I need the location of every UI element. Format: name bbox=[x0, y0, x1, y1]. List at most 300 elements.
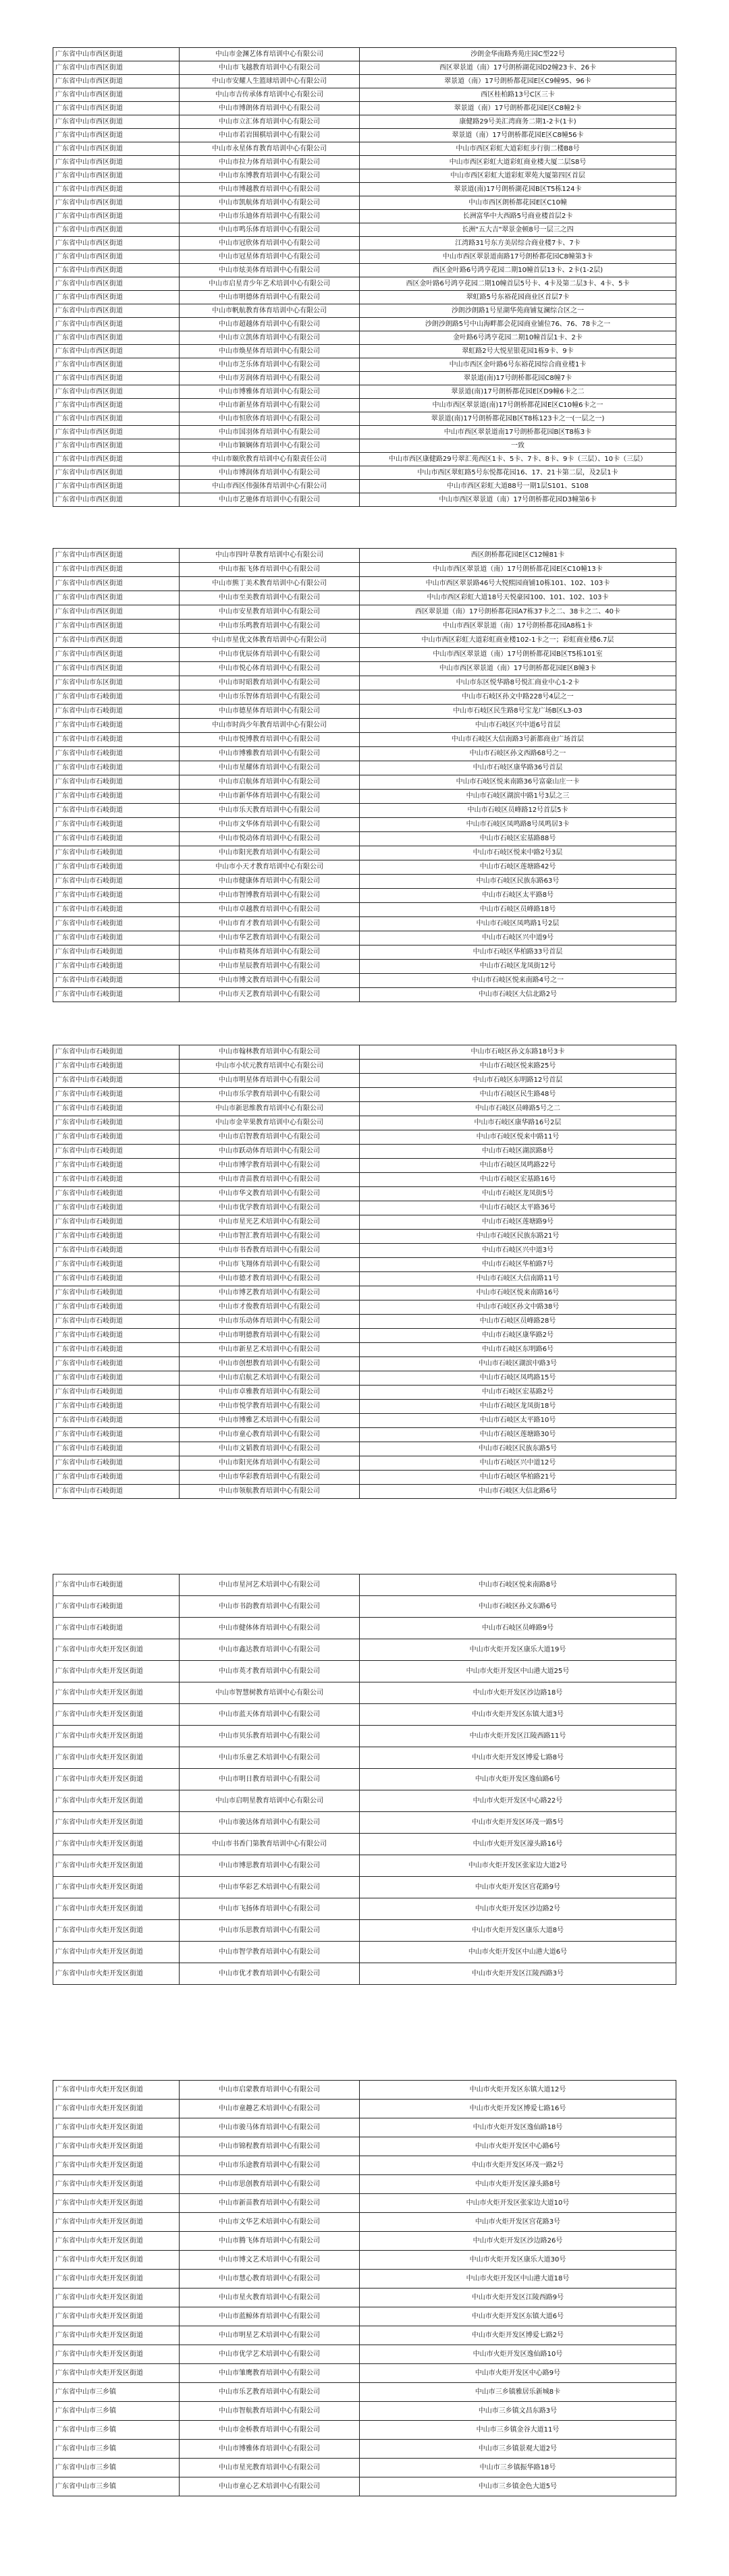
company-cell: 中山市新星艺术培训中心有限公司 bbox=[180, 1343, 360, 1357]
address-cell: 中山市火炬开发区博爱七路2号 bbox=[360, 2326, 676, 2345]
table-row bbox=[53, 2194, 676, 2213]
company-cell: 中山市优辰体育培训中心有限公司 bbox=[180, 648, 360, 662]
table-row bbox=[53, 946, 676, 960]
company-cell: 中山市智学教育培训中心有限公司 bbox=[180, 1942, 360, 1963]
table-row bbox=[53, 1045, 676, 1060]
table-row bbox=[53, 1159, 676, 1173]
company-cell: 中山市乐鸣教育培训中心有限公司 bbox=[180, 620, 360, 634]
region-cell: 广东省中山市三乡镇 bbox=[53, 2421, 180, 2440]
region-cell: 广东省中山市西区街道 bbox=[53, 61, 180, 75]
address-cell: 中山市石岐区员峰路9号 bbox=[360, 1618, 676, 1639]
company-cell: 中山市文华体育培训中心有限公司 bbox=[180, 818, 360, 832]
region-cell: 广东省中山市石岐街道 bbox=[53, 1471, 180, 1485]
table-row bbox=[53, 2081, 676, 2100]
company-cell: 中山市领航教育培训中心有限公司 bbox=[180, 1485, 360, 1499]
address-cell: 中山市石岐区华柏路21号 bbox=[360, 1471, 676, 1485]
address-cell: 中山市火炬开发区中山港大道6号 bbox=[360, 1942, 676, 1963]
table-block-2 bbox=[53, 548, 676, 1002]
address-cell: 中山市火炬开发区康乐大道30号 bbox=[360, 2251, 676, 2270]
table-row bbox=[53, 1704, 676, 1726]
table-row bbox=[53, 1329, 676, 1343]
region-cell: 广东省中山市石岐街道 bbox=[53, 1315, 180, 1329]
company-cell: 中山市艺驰体育培训中心有限公司 bbox=[180, 493, 360, 507]
company-cell: 中山市启星青少年艺术培训中心有限公司 bbox=[180, 277, 360, 291]
company-cell: 中山市乐途教育培训中心有限公司 bbox=[180, 2156, 360, 2175]
address-cell: 中山市石岐区民族东路5号 bbox=[360, 1442, 676, 1456]
company-cell: 中山市星优文体教育培训中心有限公司 bbox=[180, 634, 360, 648]
region-cell: 广东省中山市西区街道 bbox=[53, 591, 180, 605]
address-cell: 西区金叶路6号鸿亨花园二期10幢首层5号卡、4卡及第二层3卡、4卡、5卡 bbox=[360, 277, 676, 291]
region-cell: 广东省中山市石岐街道 bbox=[53, 733, 180, 747]
company-cell: 中山市童趣艺术培训中心有限公司 bbox=[180, 2100, 360, 2118]
region-cell: 广东省中山市石岐街道 bbox=[53, 761, 180, 775]
address-cell: 中山市石岐区兴中道12号 bbox=[360, 1456, 676, 1471]
address-cell: 中山市石岐区员峰路12号首层5卡 bbox=[360, 804, 676, 818]
company-cell: 中山市书香门第教育培训中心有限公司 bbox=[180, 1834, 360, 1855]
region-cell: 广东省中山市西区街道 bbox=[53, 399, 180, 412]
region-cell: 广东省中山市西区街道 bbox=[53, 620, 180, 634]
table-row bbox=[53, 2345, 676, 2364]
address-cell: 中山市西区彩虹大道彩虹翠苑大厦第四区首层 bbox=[360, 169, 676, 183]
company-cell: 中山市蓝天体育培训中心有限公司 bbox=[180, 1704, 360, 1726]
company-cell: 中山市国羽体育培训中心有限公司 bbox=[180, 426, 360, 439]
table-row bbox=[53, 1855, 676, 1877]
address-cell: 中山市石岐区东明路6号 bbox=[360, 1343, 676, 1357]
company-cell: 中山市贝乐教育培训中心有限公司 bbox=[180, 1726, 360, 1747]
company-cell: 中山市骏达体育培训中心有限公司 bbox=[180, 1812, 360, 1834]
company-cell: 中山市翰林教育培训中心有限公司 bbox=[180, 1045, 360, 1060]
region-cell: 广东省中山市石岐街道 bbox=[53, 1173, 180, 1187]
region-cell: 广东省中山市西区街道 bbox=[53, 605, 180, 620]
company-cell: 中山市飞扬体育培训中心有限公司 bbox=[180, 1898, 360, 1920]
records-table bbox=[53, 1574, 676, 1985]
region-cell: 广东省中山市石岐街道 bbox=[53, 1596, 180, 1618]
address-cell: 中山市石岐区龙凤街5号 bbox=[360, 1187, 676, 1201]
address-cell: 中山市火炬开发区江陵西路11号 bbox=[360, 1726, 676, 1747]
address-cell: 长洲富华中大西路5号商业楼首层2卡 bbox=[360, 210, 676, 223]
table-row bbox=[53, 1386, 676, 1400]
table-row bbox=[53, 1471, 676, 1485]
address-cell: 中山市西区翠景道南路17号朗桥都花园C8幢第3卡 bbox=[360, 250, 676, 264]
table-row bbox=[53, 903, 676, 917]
address-cell: 中山市石岐区兴中道9号 bbox=[360, 931, 676, 946]
region-cell: 广东省中山市石岐街道 bbox=[53, 1258, 180, 1272]
company-cell: 中山市若岩围棋培训中心有限公司 bbox=[180, 129, 360, 142]
region-cell: 广东省中山市石岐街道 bbox=[53, 1045, 180, 1060]
table-block-3 bbox=[53, 1045, 676, 1499]
region-cell: 广东省中山市石岐街道 bbox=[53, 903, 180, 917]
region-cell: 广东省中山市石岐街道 bbox=[53, 690, 180, 705]
address-cell: 翠景道（南）17号朗桥都花园E区C9幢95、96卡 bbox=[360, 75, 676, 88]
address-cell: 西区桂柏路13号C区三卡 bbox=[360, 88, 676, 102]
address-cell: 中山市石岐区孙文中路38号 bbox=[360, 1300, 676, 1315]
table-row bbox=[53, 2477, 676, 2496]
table-row bbox=[53, 1187, 676, 1201]
address-cell: 中山市石岐区民生路48号 bbox=[360, 1088, 676, 1102]
region-cell: 广东省中山市火炬开发区街道 bbox=[53, 2081, 180, 2100]
company-cell: 中山市卓雅教育培训中心有限公司 bbox=[180, 1386, 360, 1400]
address-cell: 一致 bbox=[360, 439, 676, 453]
region-cell: 广东省中山市火炬开发区街道 bbox=[53, 1877, 180, 1898]
address-cell: 中山市石岐区莲塘路30号 bbox=[360, 1428, 676, 1442]
table-row bbox=[53, 818, 676, 832]
region-cell: 广东省中山市火炬开发区街道 bbox=[53, 1639, 180, 1661]
company-cell: 中山市博越教育培训中心有限公司 bbox=[180, 183, 360, 196]
address-cell: 中山市三乡镇振华路18号 bbox=[360, 2459, 676, 2477]
table-row bbox=[53, 1877, 676, 1898]
region-cell: 广东省中山市火炬开发区街道 bbox=[53, 2100, 180, 2118]
company-cell: 中山市健康体育培训中心有限公司 bbox=[180, 875, 360, 889]
address-cell: 中山市西区翠景道（南）17号朗桥都花园A8栋1卡 bbox=[360, 620, 676, 634]
address-cell: 沙朗金华南路秀苑庄园C型22号 bbox=[360, 48, 676, 61]
table-row bbox=[53, 1145, 676, 1159]
region-cell: 广东省中山市火炬开发区街道 bbox=[53, 1704, 180, 1726]
region-cell: 广东省中山市石岐街道 bbox=[53, 790, 180, 804]
company-cell: 中山市童心艺术培训中心有限公司 bbox=[180, 2477, 360, 2496]
table-row bbox=[53, 761, 676, 775]
address-cell: 中山市石岐区民族东路21号 bbox=[360, 1230, 676, 1244]
address-cell: 翠景道（南）17号朗桥都花园E区C8幢56卡 bbox=[360, 129, 676, 142]
table-row bbox=[53, 196, 676, 210]
company-cell: 中山市卓越教育培训中心有限公司 bbox=[180, 903, 360, 917]
address-cell: 中山市石岐区宏基路88号 bbox=[360, 832, 676, 846]
table-row bbox=[53, 2383, 676, 2402]
company-cell: 中山市凯航体育培训中心有限公司 bbox=[180, 196, 360, 210]
company-cell: 中山市书香教育培训中心有限公司 bbox=[180, 1244, 360, 1258]
region-cell: 广东省中山市石岐街道 bbox=[53, 960, 180, 974]
address-cell: 中山市石岐区东明路12号首层 bbox=[360, 1074, 676, 1088]
company-cell: 中山市飞翔体育培训中心有限公司 bbox=[180, 1258, 360, 1272]
address-cell: 中山市石岐区悦来南路4号之一 bbox=[360, 974, 676, 988]
table-row bbox=[53, 1963, 676, 1985]
region-cell: 广东省中山市火炬开发区街道 bbox=[53, 2289, 180, 2307]
table-row bbox=[53, 889, 676, 903]
company-cell: 中山市鑫达教育培训中心有限公司 bbox=[180, 1639, 360, 1661]
address-cell: 中山市石岐区孙文东路6号 bbox=[360, 1596, 676, 1618]
table-row bbox=[53, 75, 676, 88]
table-row bbox=[53, 1920, 676, 1942]
address-cell: 西区金叶路6号鸿亨花园二期10幢首层13卡、2卡(1-2层) bbox=[360, 264, 676, 277]
company-cell: 中山市星辰教育培训中心有限公司 bbox=[180, 960, 360, 974]
region-cell: 广东省中山市石岐街道 bbox=[53, 1244, 180, 1258]
table-row bbox=[53, 399, 676, 412]
table-row bbox=[53, 358, 676, 372]
table-block-5 bbox=[53, 2080, 676, 2496]
address-cell: 中山市三乡镇文昌东路3号 bbox=[360, 2402, 676, 2421]
company-cell: 中山市悦博教育培训中心有限公司 bbox=[180, 733, 360, 747]
table-row bbox=[53, 2100, 676, 2118]
company-cell: 中山市振飞体育培训中心有限公司 bbox=[180, 563, 360, 577]
address-cell: 中山市石岐区悦来南路16号 bbox=[360, 1286, 676, 1300]
address-cell: 中山市火炬开发区中山港大道18号 bbox=[360, 2270, 676, 2289]
table-row bbox=[53, 634, 676, 648]
company-cell: 中山市星河艺术培训中心有限公司 bbox=[180, 1574, 360, 1596]
region-cell: 广东省中山市西区街道 bbox=[53, 142, 180, 156]
region-cell: 广东省中山市火炬开发区街道 bbox=[53, 1963, 180, 1985]
table-row bbox=[53, 1485, 676, 1499]
address-cell: 中山市石岐区莲塘路42号 bbox=[360, 860, 676, 875]
address-cell: 中山市火炬开发区博爱七路8号 bbox=[360, 1747, 676, 1769]
address-cell: 中山市石岐区康华路16号2层 bbox=[360, 1116, 676, 1130]
table-row bbox=[53, 648, 676, 662]
region-cell: 广东省中山市石岐街道 bbox=[53, 1386, 180, 1400]
company-cell: 中山市跃动体育培训中心有限公司 bbox=[180, 1145, 360, 1159]
company-cell: 中山市华文教育培训中心有限公司 bbox=[180, 1187, 360, 1201]
company-cell: 中山市东博教育培训中心有限公司 bbox=[180, 169, 360, 183]
company-cell: 中山市小状元教育培训中心有限公司 bbox=[180, 1060, 360, 1074]
company-cell: 中山市新华体育培训中心有限公司 bbox=[180, 790, 360, 804]
address-cell: 中山市三乡镇金谷大道11号 bbox=[360, 2421, 676, 2440]
address-cell: 中山市石岐区凤鸣路15号 bbox=[360, 1371, 676, 1386]
region-cell: 广东省中山市火炬开发区街道 bbox=[53, 1920, 180, 1942]
table-row bbox=[53, 331, 676, 345]
company-cell: 中山市骏马体育培训中心有限公司 bbox=[180, 2118, 360, 2137]
region-cell: 广东省中山市火炬开发区街道 bbox=[53, 2270, 180, 2289]
table-row bbox=[53, 605, 676, 620]
address-cell: 中山市石岐区康华路2号 bbox=[360, 1329, 676, 1343]
region-cell: 广东省中山市石岐街道 bbox=[53, 1215, 180, 1230]
region-cell: 广东省中山市火炬开发区街道 bbox=[53, 2213, 180, 2232]
region-cell: 广东省中山市西区街道 bbox=[53, 75, 180, 88]
company-cell: 中山市乐动体育培训中心有限公司 bbox=[180, 1315, 360, 1329]
region-cell: 广东省中山市火炬开发区街道 bbox=[53, 1661, 180, 1682]
company-cell: 中山市启航艺术培训中心有限公司 bbox=[180, 1371, 360, 1386]
address-cell: 中山市石岐区员峰路5号之二 bbox=[360, 1102, 676, 1116]
address-cell: 中山市石岐区大信南路11号 bbox=[360, 1272, 676, 1286]
address-cell: 康健路29号美汇湾商务二期1-2卡(1卡) bbox=[360, 115, 676, 129]
region-cell: 广东省中山市石岐街道 bbox=[53, 1343, 180, 1357]
region-cell: 广东省中山市西区街道 bbox=[53, 577, 180, 591]
company-cell: 中山市德才教育培训中心有限公司 bbox=[180, 1272, 360, 1286]
region-cell: 广东省中山市石岐街道 bbox=[53, 818, 180, 832]
address-cell: 中山市石岐区孙文西路68号之一 bbox=[360, 747, 676, 761]
table-row bbox=[53, 304, 676, 318]
company-cell: 中山市明星体育培训中心有限公司 bbox=[180, 1074, 360, 1088]
table-row bbox=[53, 156, 676, 169]
region-cell: 广东省中山市火炬开发区街道 bbox=[53, 1812, 180, 1834]
address-cell: 中山市火炬开发区中心路6号 bbox=[360, 2137, 676, 2156]
table-row bbox=[53, 1639, 676, 1661]
region-cell: 广东省中山市石岐街道 bbox=[53, 775, 180, 790]
table-row bbox=[53, 1834, 676, 1855]
region-cell: 广东省中山市石岐街道 bbox=[53, 1272, 180, 1286]
region-cell: 广东省中山市石岐街道 bbox=[53, 1286, 180, 1300]
address-cell: 翠景道(南)17号朗桥都花园B区T8栋123卡之一(一层之一) bbox=[360, 412, 676, 426]
region-cell: 广东省中山市火炬开发区街道 bbox=[53, 1834, 180, 1855]
table-row bbox=[53, 1371, 676, 1386]
address-cell: 中山市火炬开发区康乐大道8号 bbox=[360, 1920, 676, 1942]
company-cell: 中山市启蒙教育培训中心有限公司 bbox=[180, 2081, 360, 2100]
region-cell: 广东省中山市东区街道 bbox=[53, 676, 180, 690]
address-cell: 中山市西区翠景道（南）17号朗桥都花园D3幢第6卡 bbox=[360, 493, 676, 507]
region-cell: 广东省中山市西区街道 bbox=[53, 250, 180, 264]
region-cell: 广东省中山市西区街道 bbox=[53, 426, 180, 439]
address-cell: 翠景道(南)17号朗桥都花园C8幢7卡 bbox=[360, 372, 676, 385]
company-cell: 中山市华艺教育培训中心有限公司 bbox=[180, 931, 360, 946]
table-row bbox=[53, 466, 676, 480]
table-row bbox=[53, 846, 676, 860]
company-cell: 中山市超越体育培训中心有限公司 bbox=[180, 318, 360, 331]
table-row bbox=[53, 1357, 676, 1371]
region-cell: 广东省中山市西区街道 bbox=[53, 439, 180, 453]
address-cell: 中山市三乡镇金色大道5号 bbox=[360, 2477, 676, 2496]
table-row bbox=[53, 577, 676, 591]
company-cell: 中山市芝乐体育培训中心有限公司 bbox=[180, 358, 360, 372]
table-row bbox=[53, 1618, 676, 1639]
address-cell: 翠虹路5号东裕花园商业区首层7卡 bbox=[360, 291, 676, 304]
region-cell: 广东省中山市西区街道 bbox=[53, 88, 180, 102]
address-cell: 中山市火炬开发区张家边大道10号 bbox=[360, 2194, 676, 2213]
table-row bbox=[53, 2251, 676, 2270]
company-cell: 中山市天艺教育培训中心有限公司 bbox=[180, 988, 360, 1002]
company-cell: 中山市锦程教育培训中心有限公司 bbox=[180, 2137, 360, 2156]
region-cell: 广东省中山市石岐街道 bbox=[53, 1074, 180, 1088]
table-row bbox=[53, 129, 676, 142]
company-cell: 中山市英才教育培训中心有限公司 bbox=[180, 1661, 360, 1682]
region-cell: 广东省中山市西区街道 bbox=[53, 48, 180, 61]
table-row bbox=[53, 318, 676, 331]
address-cell: 中山市石岐区凤鸣路1号2层 bbox=[360, 917, 676, 931]
table-row bbox=[53, 1942, 676, 1963]
table-row bbox=[53, 1130, 676, 1145]
region-cell: 广东省中山市火炬开发区街道 bbox=[53, 1898, 180, 1920]
table-row bbox=[53, 2440, 676, 2459]
table-row bbox=[53, 591, 676, 605]
table-row bbox=[53, 775, 676, 790]
table-row bbox=[53, 1574, 676, 1596]
region-cell: 广东省中山市石岐街道 bbox=[53, 1187, 180, 1201]
table-row bbox=[53, 2213, 676, 2232]
company-cell: 中山市飞越教育培训中心有限公司 bbox=[180, 61, 360, 75]
company-cell: 中山市金桥教育培训中心有限公司 bbox=[180, 2421, 360, 2440]
region-cell: 广东省中山市西区街道 bbox=[53, 129, 180, 142]
region-cell: 广东省中山市西区街道 bbox=[53, 662, 180, 676]
address-cell: 中山市火炬开发区环茂一路5号 bbox=[360, 1812, 676, 1834]
region-cell: 广东省中山市西区街道 bbox=[53, 466, 180, 480]
region-cell: 广东省中山市火炬开发区街道 bbox=[53, 1855, 180, 1877]
region-cell: 广东省中山市石岐街道 bbox=[53, 974, 180, 988]
table-row bbox=[53, 223, 676, 237]
table-row bbox=[53, 960, 676, 974]
table-row bbox=[53, 1102, 676, 1116]
company-cell: 中山市立汇体育培训中心有限公司 bbox=[180, 115, 360, 129]
table-row bbox=[53, 1661, 676, 1682]
address-cell: 中山市东区悦华路8号悦汇商业中心1-2卡 bbox=[360, 676, 676, 690]
company-cell: 中山市明德体育培训中心有限公司 bbox=[180, 291, 360, 304]
address-cell: 江湾路31号东方美居综合商业楼7卡、7卡 bbox=[360, 237, 676, 250]
address-cell: 中山市石岐区湖滨中路3号 bbox=[360, 1357, 676, 1371]
region-cell: 广东省中山市石岐街道 bbox=[53, 917, 180, 931]
company-cell: 中山市创想教育培训中心有限公司 bbox=[180, 1357, 360, 1371]
region-cell: 广东省中山市火炬开发区街道 bbox=[53, 1747, 180, 1769]
region-cell: 广东省中山市石岐街道 bbox=[53, 1442, 180, 1456]
company-cell: 中山市华彩艺术培训中心有限公司 bbox=[180, 1877, 360, 1898]
region-cell: 广东省中山市西区街道 bbox=[53, 549, 180, 563]
address-cell: 中山市石岐区民生路8号宝龙广场B区L3-03 bbox=[360, 705, 676, 719]
region-cell: 广东省中山市石岐街道 bbox=[53, 1485, 180, 1499]
address-cell: 长洲"五大吉"翠景金顿8号一层三之四 bbox=[360, 223, 676, 237]
region-cell: 广东省中山市火炬开发区街道 bbox=[53, 1942, 180, 1963]
region-cell: 广东省中山市火炬开发区街道 bbox=[53, 2345, 180, 2364]
address-cell: 中山市火炬开发区宫花路9号 bbox=[360, 1877, 676, 1898]
address-cell: 中山市石岐区悦来南路8号 bbox=[360, 1574, 676, 1596]
company-cell: 中山市帆航教育体育培训中心有限公司 bbox=[180, 304, 360, 318]
company-cell: 中山市博润体育培训中心有限公司 bbox=[180, 466, 360, 480]
company-cell: 中山市安耀人生篮球培训中心有限公司 bbox=[180, 75, 360, 88]
region-cell: 广东省中山市西区街道 bbox=[53, 493, 180, 507]
table-row bbox=[53, 790, 676, 804]
table-block-1 bbox=[53, 47, 676, 507]
region-cell: 广东省中山市石岐街道 bbox=[53, 889, 180, 903]
address-cell: 中山市石岐区悦来中路2号3层 bbox=[360, 846, 676, 860]
company-cell: 中山市博思教育培训中心有限公司 bbox=[180, 1855, 360, 1877]
address-cell: 西区朗桥都花园E区C12幢81卡 bbox=[360, 549, 676, 563]
company-cell: 中山市博雅教育培训中心有限公司 bbox=[180, 747, 360, 761]
company-cell: 中山市时昭教育培训中心有限公司 bbox=[180, 676, 360, 690]
region-cell: 广东省中山市西区街道 bbox=[53, 115, 180, 129]
region-cell: 广东省中山市石岐街道 bbox=[53, 1329, 180, 1343]
address-cell: 中山市西区翠景路46号大悦熙园商铺10栋101、102、103卡 bbox=[360, 577, 676, 591]
region-cell: 广东省中山市西区街道 bbox=[53, 156, 180, 169]
region-cell: 广东省中山市西区街道 bbox=[53, 563, 180, 577]
address-cell: 中山市石岐区湖滨路8号 bbox=[360, 1145, 676, 1159]
address-cell: 中山市火炬开发区张家边大道2号 bbox=[360, 1855, 676, 1877]
address-cell: 中山市火炬开发区中心路9号 bbox=[360, 2364, 676, 2383]
company-cell: 中山市精英体育培训中心有限公司 bbox=[180, 946, 360, 960]
table-row bbox=[53, 1769, 676, 1790]
company-cell: 中山市安星教育培训中心有限公司 bbox=[180, 605, 360, 620]
company-cell: 中山市德星体育培训中心有限公司 bbox=[180, 705, 360, 719]
address-cell: 中山市西区金叶路6号东裕花园综合商业楼1卡 bbox=[360, 358, 676, 372]
region-cell: 广东省中山市火炬开发区街道 bbox=[53, 1790, 180, 1812]
address-cell: 中山市火炬开发区沙边路26号 bbox=[360, 2232, 676, 2251]
table-row bbox=[53, 832, 676, 846]
table-row bbox=[53, 931, 676, 946]
address-cell: 中山市西区翠虹路5号东悦都花园16、17、21卡第二层，及2层1卡 bbox=[360, 466, 676, 480]
table-row bbox=[53, 1343, 676, 1357]
company-cell: 中山市颖娴体育培训中心有限公司 bbox=[180, 439, 360, 453]
company-cell: 中山市明日教育培训中心有限公司 bbox=[180, 1769, 360, 1790]
table-row bbox=[53, 277, 676, 291]
address-cell: 中山市火炬开发区东镇大道12号 bbox=[360, 2081, 676, 2100]
company-cell: 中山市拉力体育培训中心有限公司 bbox=[180, 156, 360, 169]
address-cell: 中山市石岐区孙文中路228号4层之一 bbox=[360, 690, 676, 705]
address-cell: 中山市石岐区凤鸣路8号凤鸣居3卡 bbox=[360, 818, 676, 832]
address-cell: 中山市火炬开发区东镇大道6号 bbox=[360, 2307, 676, 2326]
table-row bbox=[53, 1812, 676, 1834]
table-row bbox=[53, 676, 676, 690]
company-cell: 中山市悦学教育培训中心有限公司 bbox=[180, 1400, 360, 1414]
company-cell: 中山市恒欣体育培训中心有限公司 bbox=[180, 412, 360, 426]
address-cell: 中山市三乡镇雅居乐新城8卡 bbox=[360, 2383, 676, 2402]
company-cell: 中山市智博教育培训中心有限公司 bbox=[180, 889, 360, 903]
region-cell: 广东省中山市石岐街道 bbox=[53, 747, 180, 761]
company-cell: 中山市星光艺术培训中心有限公司 bbox=[180, 1215, 360, 1230]
address-cell: 中山市石岐区湖滨中路1号3层之三 bbox=[360, 790, 676, 804]
table-row bbox=[53, 2289, 676, 2307]
company-cell: 中山市优学教育培训中心有限公司 bbox=[180, 1201, 360, 1215]
table-row bbox=[53, 426, 676, 439]
company-cell: 中山市智汇教育培训中心有限公司 bbox=[180, 1230, 360, 1244]
region-cell: 广东省中山市西区街道 bbox=[53, 223, 180, 237]
table-row bbox=[53, 1898, 676, 1920]
company-cell: 中山市童心教育培训中心有限公司 bbox=[180, 1428, 360, 1442]
company-cell: 中山市博雅体育培训中心有限公司 bbox=[180, 385, 360, 399]
table-row bbox=[53, 2421, 676, 2440]
address-cell: 中山市火炬开发区中山港大道25号 bbox=[360, 1661, 676, 1682]
table-row bbox=[53, 102, 676, 115]
table-row bbox=[53, 115, 676, 129]
